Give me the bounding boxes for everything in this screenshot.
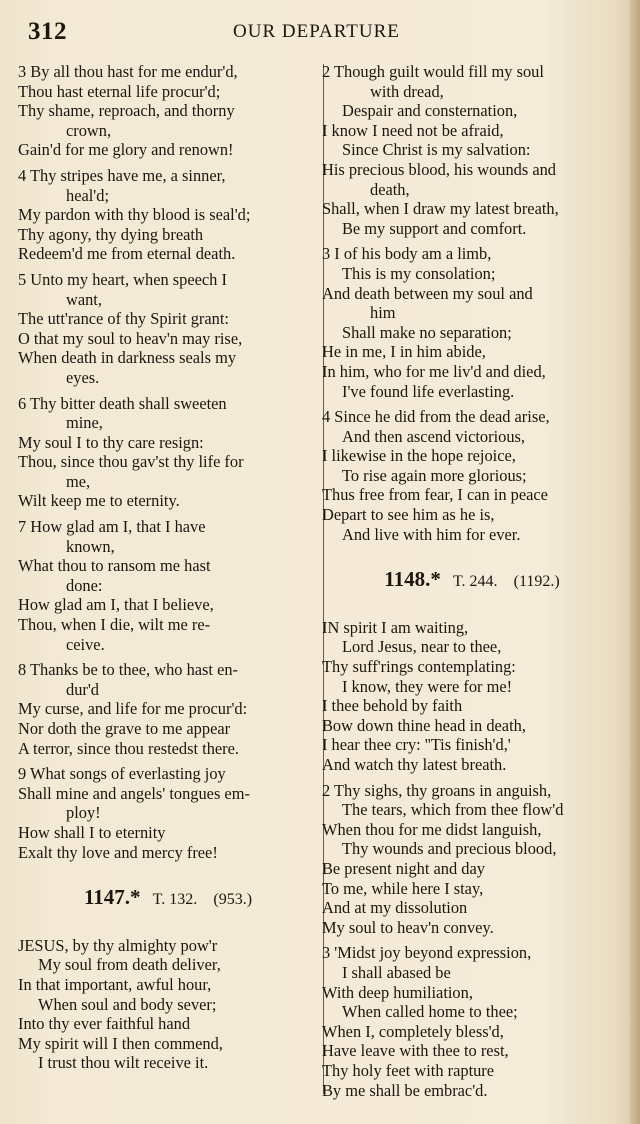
hymn-reference: (953.) (213, 891, 253, 909)
verse-line: Be my support and comfort. (342, 218, 527, 238)
verse-line: And death between my soul and (322, 283, 533, 303)
left-column (18, 62, 318, 1079)
verse-line: death, (370, 179, 410, 199)
verse-line: My soul to heav'n convey. (322, 917, 494, 937)
verse-line: done: (66, 575, 103, 595)
verse-line: Thy agony, thy dying breath (18, 224, 204, 244)
verse-line: Redeem'd me from eternal death. (18, 244, 236, 264)
verse-line: Despair and consternation, (342, 101, 518, 121)
verse-line: When death in darkness seals my (18, 348, 237, 368)
verse-line: To me, while here I stay, (322, 878, 484, 898)
verse-line: The tears, which from thee flow'd (342, 800, 564, 820)
verse-line: When called home to thee; (342, 1002, 518, 1022)
verse-line: My curse, and life for me procur'd: (18, 699, 248, 719)
stanza (18, 660, 318, 758)
page-header (28, 18, 618, 48)
verse-line: 2 Though guilt would fill my soul (322, 62, 544, 81)
hymn-heading-1147 (18, 885, 318, 910)
verse-line: I've found life everlasting. (342, 381, 515, 401)
verse-line: Thy suff'rings contemplating: (322, 657, 516, 677)
stanza (18, 936, 318, 1073)
verse-line: Gain'd for me glory and renown! (18, 140, 234, 160)
verse-line: Since Christ is my salvation: (342, 140, 531, 160)
stanza (322, 781, 622, 938)
verse-line: 3 'Midst joy beyond expression, (322, 943, 532, 963)
verse-line: 3 I of his body am a limb, (322, 244, 492, 264)
verse-line: Thou, when I die, wilt me re- (18, 615, 211, 635)
hymn-reference: (1192.) (513, 573, 560, 591)
verse-line: How shall I to eternity (18, 822, 166, 842)
stanza (18, 166, 318, 264)
verse-line: Thy shame, reproach, and thorny (18, 101, 235, 121)
hymn-number: 1148.* (384, 567, 441, 592)
verse-line: Thy wounds and precious blood, (342, 839, 557, 859)
verse-line: Into thy ever faithful hand (18, 1014, 191, 1034)
verse-line: And then ascend victorious, (342, 426, 525, 446)
verse-line: 4 Thy stripes have me, a sinner, (18, 165, 226, 185)
verse-line: This is my consolation; (342, 263, 496, 283)
verse-line: And live with him for ever. (342, 524, 521, 544)
hymn-number: 1147.* (83, 885, 141, 910)
verse-line: JESUS, by thy almighty pow'r (18, 935, 218, 955)
verse-line: By me shall be embrac'd. (322, 1080, 488, 1100)
hymn-tune: T. 132. (152, 891, 198, 909)
verse-line: I shall abased be (342, 962, 451, 982)
verse-line: My soul I to thy care resign: (18, 432, 204, 452)
verse-line: known, (66, 536, 115, 556)
verse-line: I know I need not be afraid, (322, 120, 504, 140)
verse-line: A terror, since thou restedst there. (18, 738, 240, 758)
verse-line: Be present night and day (322, 858, 485, 878)
verse-line: want, (66, 289, 102, 309)
stanza (18, 270, 318, 388)
verse-line: My spirit will I then commend, (18, 1033, 223, 1053)
verse-line: O that my soul to heav'n may rise, (18, 328, 243, 348)
verse-line: Thou, since thou gav'st thy life for (18, 452, 244, 472)
verse-line: ploy! (66, 803, 101, 823)
verse-line: Thou hast eternal life procur'd; (18, 81, 221, 101)
verse-line: I know, they were for me! (342, 676, 513, 696)
verse-line: The utt'rance of thy Spirit grant: (18, 309, 229, 329)
verse-line: 5 Unto my heart, when speech I (18, 269, 227, 289)
verse-line: Shall, when I draw my latest breath, (322, 199, 559, 219)
stanza (322, 407, 622, 544)
verse-line: His precious blood, his wounds and (322, 159, 557, 179)
verse-line: He in me, I in him abide, (322, 342, 486, 362)
page-edge (630, 0, 640, 1124)
verse-line: mine, (66, 413, 103, 433)
verse-line: To rise again more glorious; (342, 465, 527, 485)
verse-line: crown, (66, 120, 112, 140)
running-head: OUR DEPARTURE (233, 21, 400, 42)
right-column (322, 62, 622, 1106)
verse-line: 9 What songs of everlasting joy (18, 764, 226, 784)
verse-line: him (370, 303, 396, 323)
verse-line: 7 How glad am I, that I have (18, 517, 206, 537)
verse-line: 6 Thy bitter death shall sweeten (18, 393, 227, 413)
verse-line: I thee behold by faith (322, 696, 463, 716)
verse-line: My soul from death deliver, (38, 955, 221, 975)
verse-line: And at my dissolution (322, 898, 468, 918)
verse-line: 3 By all thou hast for me endur'd, (18, 62, 238, 81)
verse-line: dur'd (66, 679, 99, 699)
verse-line: And watch thy latest breath. (322, 755, 507, 774)
verse-line: Have leave with thee to rest, (322, 1041, 509, 1061)
verse-line: IN spirit I am waiting, (322, 617, 469, 637)
verse-line: I hear thee cry: ''Tis finish'd,' (322, 735, 511, 755)
verse-line: When I, completely bless'd, (322, 1021, 504, 1041)
verse-line: Thy holy feet with rapture (322, 1060, 495, 1080)
verse-line: 2 Thy sighs, thy groans in anguish, (322, 780, 552, 800)
stanza (18, 517, 318, 654)
verse-line: me, (66, 471, 91, 491)
verse-line: In that important, awful hour, (18, 974, 212, 994)
verse-line: Exalt thy love and mercy free! (18, 842, 218, 862)
stanza (322, 943, 622, 1100)
verse-line: With deep humiliation, (322, 982, 473, 1002)
verse-line: Bow down thine head in death, (322, 715, 526, 735)
verse-line: Shall mine and angels' tongues em- (18, 783, 250, 803)
hymn-heading-1148 (322, 567, 622, 592)
verse-line: When thou for me didst languish, (322, 819, 542, 839)
stanza (18, 394, 318, 512)
stanza (18, 62, 318, 160)
verse-line: In him, who for me liv'd and died, (322, 361, 546, 381)
verse-line: I trust thou wilt receive it. (38, 1053, 209, 1073)
verse-line: ceive. (66, 634, 105, 654)
stanza (322, 618, 622, 775)
verse-line: My pardon with thy blood is seal'd; (18, 205, 251, 225)
verse-line: Depart to see him as he is, (322, 505, 495, 525)
verse-line: 8 Thanks be to thee, who hast en- (18, 660, 239, 680)
verse-line: with dread, (370, 81, 444, 101)
verse-line: eyes. (66, 367, 100, 387)
stanza (322, 244, 622, 401)
stanza (322, 62, 622, 238)
verse-line: Shall make no separation; (342, 322, 512, 342)
verse-line: I likewise in the hope rejoice, (322, 446, 516, 466)
verse-line: When soul and body sever; (38, 994, 217, 1014)
hymn-tune: T. 244. (452, 573, 498, 591)
verse-line: Thus free from fear, I can in peace (322, 485, 548, 505)
verse-line: How glad am I, that I believe, (18, 595, 214, 615)
verse-line: heal'd; (66, 185, 110, 205)
stanza (18, 764, 318, 862)
verse-line: Lord Jesus, near to thee, (342, 637, 502, 657)
verse-line: 4 Since he did from the dead arise, (322, 407, 550, 427)
page-number: 312 (28, 18, 67, 45)
verse-line: Nor doth the grave to me appear (18, 719, 231, 738)
verse-line: Wilt keep me to eternity. (18, 491, 180, 511)
verse-line: What thou to ransom me hast (18, 556, 211, 576)
